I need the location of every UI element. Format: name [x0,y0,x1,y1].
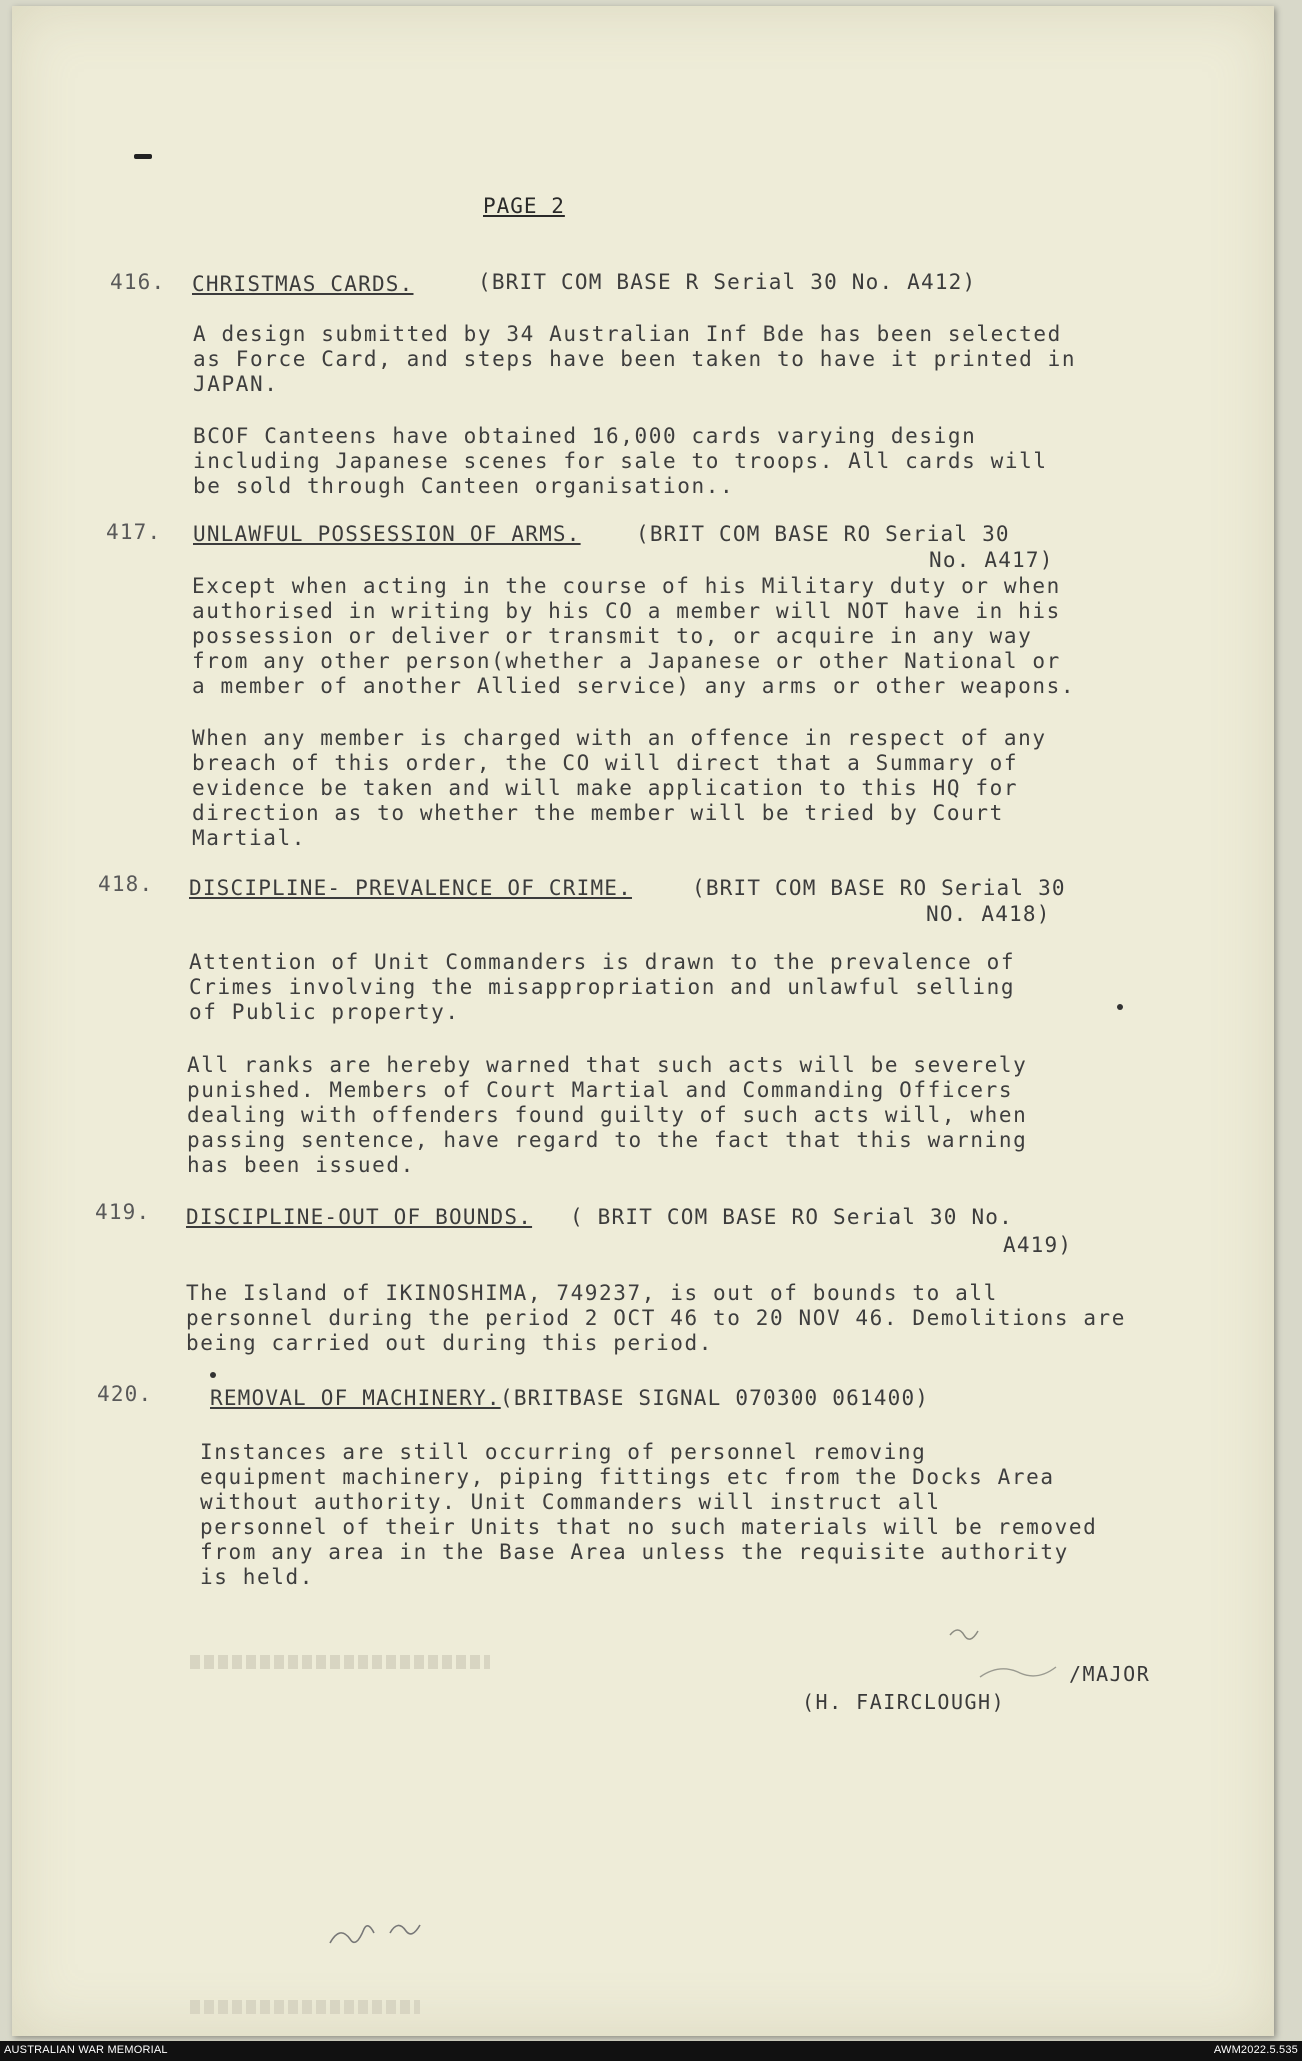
text-line: direction as to whether the member will be tried by Court [192,801,1004,825]
section-number: 418. [98,872,154,896]
section-reference: (BRITBASE SIGNAL 070300 061400) [500,1386,930,1410]
text-line: passing sentence, have regard to the fact that this warning [187,1128,1028,1152]
section-reference: (BRIT COM BASE RO Serial 30 [692,876,1066,900]
text-line: When any member is charged with an offence in respect of any [192,726,1047,750]
text-line: personnel during the period 2 OCT 46 to 20 NOV 46. Demolitions are [186,1306,1127,1330]
signature-rank: /MAJOR [1069,1662,1151,1686]
text-line: The Island of IKINOSHIMA, 749237, is out of bounds to all [186,1281,998,1305]
text-line: personnel of their Units that no such materials will be removed [200,1515,1098,1539]
text-line: be sold through Canteen organisation.. [193,474,735,498]
text-line: has been issued. [187,1153,415,1177]
footer-source: AUSTRALIAN WAR MEMORIAL [4,2044,168,2056]
section-reference-cont: No. A417) [929,548,1054,572]
section-heading: DISCIPLINE-OUT OF BOUNDS. [186,1205,533,1229]
text-line: Attention of Unit Commanders is drawn to the prevalence of [189,950,1016,974]
section-reference: ( BRIT COM BASE RO Serial 30 No. [570,1205,1013,1229]
text-line: possession or deliver or transmit to, or acquire in any way [192,624,1033,648]
text-line: a member of another Allied service) any arms or other weapons. [192,674,1076,698]
archive-footer [0,2041,1302,2061]
section-number: 417. [106,520,162,544]
text-line: including Japanese scenes for sale to troops. All cards will [193,449,1048,473]
section-reference-cont: NO. A418) [926,902,1051,926]
section-heading: CHRISTMAS CARDS. [192,272,414,296]
ink-dot [210,1372,216,1378]
text-line: All ranks are hereby warned that such acts will be severely [187,1053,1028,1077]
section-heading: UNLAWFUL POSSESSION OF ARMS. [193,522,581,546]
text-line: Crimes involving the misappropriation and unlawful selling [189,975,1016,999]
text-line: as Force Card, and steps have been taken to have it printed in [193,347,1077,371]
bleed-through-text [190,1655,490,1669]
footer-accession: AWM2022.5.535 [1213,2044,1298,2056]
signature-name: (H. FAIRCLOUGH) [802,1690,1006,1714]
pencil-annotation [320,1895,460,1965]
section-reference: (BRIT COM BASE R Serial 30 No. A412) [478,270,977,294]
text-line: evidence be taken and will make application to this HQ for [192,776,1019,800]
text-line: Except when acting in the course of his Military duty or when [192,574,1061,598]
page-title: PAGE 2 [483,194,565,218]
text-line: from any other person(whether a Japanese or other National or [192,649,1061,673]
text-line: Instances are still occurring of personnel removing [200,1440,927,1464]
text-line: JAPAN. [193,372,279,396]
text-line: from any area in the Base Area unless the requisite authority [200,1540,1069,1564]
section-reference-cont: A419) [1003,1233,1073,1257]
text-line: breach of this order, the CO will direct that a Summary of [192,751,1019,775]
ink-mark [134,154,152,159]
ink-dot [1117,1004,1123,1010]
text-line: Martial. [192,826,306,850]
section-number: 420. [97,1382,153,1406]
section-heading: DISCIPLINE- PREVALENCE OF CRIME. [189,876,632,900]
text-line: of Public property. [189,1000,460,1024]
text-line: BCOF Canteens have obtained 16,000 cards varying design [193,424,977,448]
text-line: A design submitted by 34 Australian Inf Bde has been selected [193,322,1062,346]
text-line: equipment machinery, piping fittings etc from the Docks Area [200,1465,1055,1489]
text-line: being carried out during this period. [186,1331,713,1355]
section-reference: (BRIT COM BASE RO Serial 30 [636,522,1010,546]
section-number: 419. [95,1200,151,1224]
text-line: punished. Members of Court Martial and Commanding Officers [187,1078,1014,1102]
section-number: 416. [110,270,166,294]
text-line: is held. [200,1565,314,1589]
bleed-through-text [190,2000,420,2014]
text-line: without authority. Unit Commanders will instruct all [200,1490,941,1514]
section-heading: REMOVAL OF MACHINERY. [210,1386,501,1410]
text-line: dealing with offenders found guilty of such acts will, when [187,1103,1028,1127]
text-line: authorised in writing by his CO a member will NOT have in his [192,599,1061,623]
